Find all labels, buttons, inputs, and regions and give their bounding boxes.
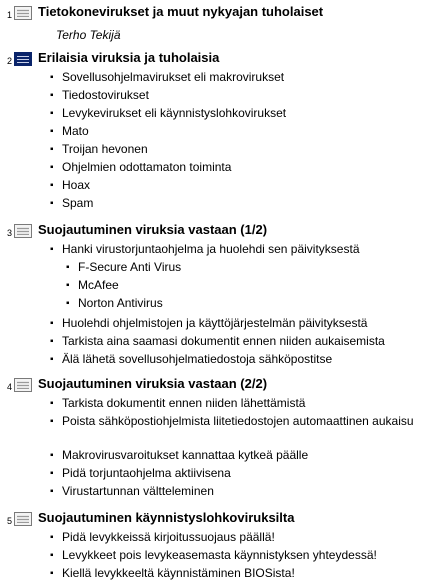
slide-title[interactable]: Tietokonevirukset ja muut nykyajan tuholaiset [38, 4, 324, 19]
bullet-item[interactable]: ▪ Poista sähköpostiohjelmista liitetiedostojen automaattinen aukaisu [50, 414, 414, 428]
slide-icon-selected[interactable] [14, 52, 32, 66]
bullet-item[interactable]: ▪ Tarkista aina saamasi dokumentit ennen niiden aukaisemista [50, 334, 385, 348]
sub-bullet-item[interactable]: ▪ F-Secure Anti Virus [66, 260, 182, 274]
bullet-item[interactable]: ▪ Virustartunnan vältteleminen [50, 484, 214, 498]
slide-icon[interactable] [14, 6, 32, 20]
slide-title[interactable]: Suojautuminen viruksia vastaan (2/2) [38, 376, 268, 391]
bullet-item[interactable]: ▪ Kiellä levykkeeltä käynnistäminen BIOSista! [50, 566, 295, 580]
slide-number: 2 [6, 56, 12, 66]
bullet-item[interactable]: ▪ Levykevirukset eli käynnistyslohkovirukset [50, 106, 287, 120]
bullet-item[interactable]: ▪ Mato [50, 124, 89, 138]
slide-subtitle[interactable]: Terho Tekijä [56, 28, 121, 42]
slide-title[interactable]: Suojautuminen viruksia vastaan (1/2) [38, 222, 268, 237]
slide-title[interactable]: Suojautuminen käynnistyslohkoviruksilta [38, 510, 295, 525]
bullet-item[interactable]: ▪ Troijan hevonen [50, 142, 148, 156]
bullet-item[interactable]: ▪ Tarkista dokumentit ennen niiden lähettämistä [50, 396, 306, 410]
slide-icon[interactable] [14, 512, 32, 526]
slide-title[interactable]: Erilaisia viruksia ja tuholaisia [38, 50, 220, 65]
bullet-item[interactable]: ▪ Hoax [50, 178, 91, 192]
bullet-item[interactable]: ▪ Pidä levykkeissä kirjoitussuojaus päällä! [50, 530, 275, 544]
bullet-item[interactable]: ▪ Älä lähetä sovellusohjelmatiedostoja sähköpostitse [50, 352, 333, 366]
slide-number: 3 [6, 228, 12, 238]
bullet-item[interactable]: ▪ Hanki virustorjuntaohjelma ja huolehdi sen päivityksestä [50, 242, 360, 256]
bullet-item[interactable]: ▪ Tiedostovirukset [50, 88, 149, 102]
sub-bullet-item[interactable]: ▪ Norton Antivirus [66, 296, 163, 310]
bullet-item[interactable]: ▪ Levykkeet pois levykeasemasta käynnistyksen yhteydessä! [50, 548, 377, 562]
slide-number: 4 [6, 382, 12, 392]
slide-icon[interactable] [14, 224, 32, 238]
bullet-item[interactable]: ▪ Pidä torjuntaohjelma aktiivisena [50, 466, 231, 480]
bullet-item[interactable]: ▪ Huolehdi ohjelmistojen ja käyttöjärjestelmän päivityksestä [50, 316, 368, 330]
slide-number: 5 [6, 516, 12, 526]
slide-number: 1 [6, 10, 12, 20]
bullet-item[interactable]: ▪ Makrovirusvaroitukset kannattaa kytkeä päälle [50, 448, 309, 462]
bullet-item[interactable]: ▪ Ohjelmien odottamaton toiminta [50, 160, 232, 174]
sub-bullet-item[interactable]: ▪ McAfee [66, 278, 119, 292]
bullet-item[interactable]: ▪ Sovellusohjelmavirukset eli makrovirukset [50, 70, 285, 84]
bullet-item[interactable]: ▪ Spam [50, 196, 94, 210]
slide-icon[interactable] [14, 378, 32, 392]
